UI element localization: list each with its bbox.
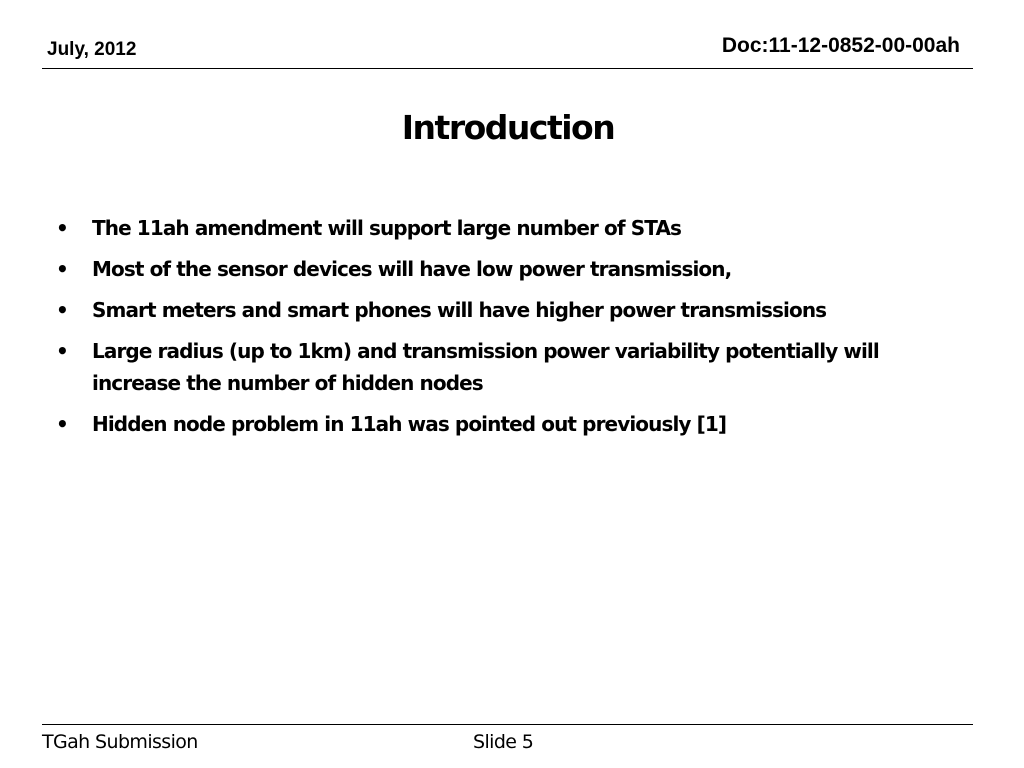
footer-submission-label: TGah Submission: [42, 731, 198, 753]
bullet-item: [55, 253, 955, 285]
bullet-text: Large radius (up to 1km) and transmission power variability potentially will increase the number of hidden nodes: [92, 339, 879, 395]
bullet-item: [55, 294, 955, 326]
bullet-item: [55, 335, 955, 399]
bullet-item: [55, 408, 955, 440]
bullet-marker: •: [56, 339, 68, 363]
document-id: Doc:11-12-0852-00-00ah: [721, 34, 960, 57]
header-divider: [42, 68, 973, 69]
bullet-text: Most of the sensor devices will have low power transmission,: [92, 257, 732, 281]
bullet-marker: •: [56, 216, 68, 240]
slide-number: Slide 5: [473, 731, 534, 753]
bullet-marker: •: [56, 298, 68, 322]
header-date: July, 2012: [47, 39, 137, 60]
footer-divider: [42, 724, 973, 725]
bullet-marker: •: [56, 412, 68, 436]
bullet-text: Hidden node problem in 11ah was pointed out previously [1]: [92, 412, 727, 436]
bullet-list: [55, 212, 955, 449]
bullet-text: Smart meters and smart phones will have higher power transmissions: [92, 298, 827, 322]
bullet-marker: •: [56, 257, 68, 281]
bullet-text: The 11ah amendment will support large number of STAs: [92, 216, 682, 240]
bullet-item: [55, 212, 955, 244]
slide-title: Introduction: [401, 108, 615, 147]
